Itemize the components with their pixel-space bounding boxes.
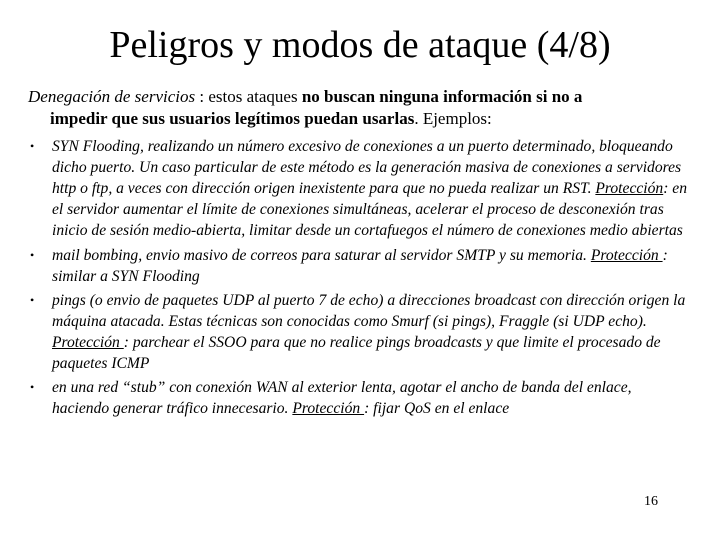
page-number: 16 xyxy=(644,494,658,509)
intro-tail: . Ejemplos: xyxy=(414,109,492,128)
bullet-protection-text: : fijar QoS en el enlace xyxy=(364,400,510,417)
bullet-marker: • xyxy=(30,293,35,307)
bullet-item-stub-network xyxy=(30,377,690,419)
bullet-item-mail-bombing xyxy=(30,245,690,287)
bullet-text: pings (o envio de paquetes UDP al puerto 7 de echo) a direcciones broadcast con dirección origen la máquina atacada. Estas técnicas son conocidas como Smurf (si pings), Fraggle (si UDP echo). xyxy=(52,292,686,330)
proteccion-label: Protección xyxy=(595,180,664,197)
intro-term: Denegación de servicios xyxy=(28,87,196,106)
bullet-protection-text: : en el servidor aumentar el límite de conexiones simultáneas, acelerar el proceso de desconexión tras inicio de sesión medio-abierta, limitar desde un cortafuegos el número de conexiones medio abiertas xyxy=(52,180,688,239)
proteccion-label: Protección xyxy=(590,247,663,264)
bullet-marker: • xyxy=(30,248,35,262)
intro-bold-1: no buscan ninguna información si no a xyxy=(301,87,583,106)
intro-sep: : estos ataques xyxy=(195,87,302,106)
bullet-protection-text: : parchear el SSOO para que no realice pings broadcasts y que limite el procesado de paquetes ICMP xyxy=(52,334,661,372)
bullet-marker: • xyxy=(30,380,35,394)
bullet-marker: • xyxy=(30,139,35,153)
proteccion-label: Protección xyxy=(292,400,365,417)
intro-bold-2: impedir que sus usuarios legítimos puedan usarlas xyxy=(50,109,415,128)
bullet-protection-text: : similar a SYN Flooding xyxy=(52,247,668,285)
bullet-item-syn-flooding xyxy=(30,136,690,241)
slide-title: Peligros y modos de ataque (4/8) xyxy=(109,24,611,66)
bullet-text: en una red “stub” con conexión WAN al exterior lenta, agotar el ancho de banda del enlace, haciendo generar tráfico innecesario. xyxy=(52,379,632,417)
bullet-text: mail bombing, envio masivo de correos para saturar al servidor SMTP y su memoria. xyxy=(52,247,591,264)
bullet-list xyxy=(30,136,690,419)
bullet-item-pings xyxy=(30,290,690,374)
intro-paragraph xyxy=(28,86,698,130)
bullet-text: SYN Flooding, realizando un número excesivo de conexiones a un puerto determinado, bloqueando dicho puerto. Un caso particular de este método es la generación masiva de conexiones a servidores http o ftp, a veces con dirección origen inexistente para que no pueda realizar un RST. xyxy=(52,138,682,197)
proteccion-label: Protección xyxy=(52,334,124,351)
